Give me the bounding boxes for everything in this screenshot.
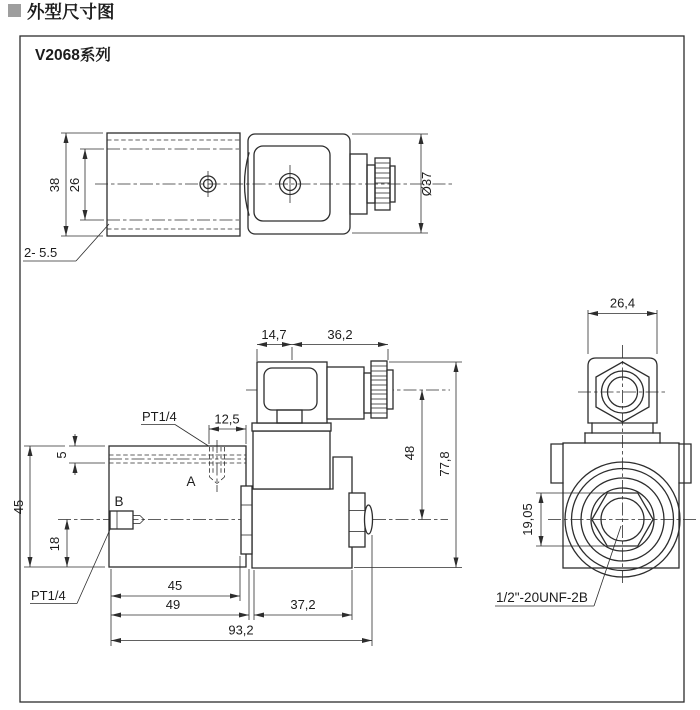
page-title: 外型尺寸图 xyxy=(27,2,115,22)
label-port-a: A xyxy=(186,474,196,489)
dim-93-2: 93,2 xyxy=(228,622,254,638)
din-connector xyxy=(257,361,393,423)
header xyxy=(8,2,115,22)
manifold-block xyxy=(109,446,246,567)
dim-18-group xyxy=(47,520,67,568)
label-pt14-top: PT1/4 xyxy=(142,409,177,424)
dim-26-4: 26,4 xyxy=(609,295,636,311)
side-view xyxy=(495,296,697,607)
right-hex-nut xyxy=(349,493,373,547)
dim-45-left: 45 xyxy=(11,499,26,515)
dim-26: 26 xyxy=(67,177,82,193)
dim-12-5: 12,5 xyxy=(214,411,240,427)
title-bullet-icon xyxy=(8,4,21,17)
left-hex-nut xyxy=(241,486,252,554)
cable-gland xyxy=(371,361,387,418)
dim-dia37: Ø37 xyxy=(419,171,434,197)
dim-38: 38 xyxy=(47,177,62,193)
dim-26-group xyxy=(67,149,104,220)
dim-19-05: 19,05 xyxy=(520,503,535,536)
dim-14-7: 14,7 xyxy=(261,327,287,342)
dim-37-2: 37,2 xyxy=(290,597,316,612)
dim-77-8: 77,8 xyxy=(437,451,452,477)
dim-5-group xyxy=(54,434,105,475)
port-a-thread-callout xyxy=(141,409,209,446)
label-pt14-bottom: PT1/4 xyxy=(31,588,66,603)
dim-48-group xyxy=(402,390,422,520)
dim-18: 18 xyxy=(47,536,62,552)
port-b xyxy=(110,494,144,529)
dim-45-bottom: 45 xyxy=(167,578,183,593)
dim-14-7-group xyxy=(257,327,292,361)
top-view-block xyxy=(107,133,240,236)
side-main-block xyxy=(551,443,691,577)
dim-49: 49 xyxy=(165,597,181,612)
dim-12-5-group xyxy=(209,412,246,445)
label-mount-holes: 2- 5.5 xyxy=(24,245,58,260)
front-view xyxy=(11,327,462,646)
cable-gland-ribs-top xyxy=(375,163,390,203)
top-view xyxy=(23,133,455,261)
port-a xyxy=(186,447,224,489)
label-thread-spec: 1/2"-20UNF-2B xyxy=(496,590,588,605)
label-port-b: B xyxy=(114,494,124,509)
din-connector-top xyxy=(254,146,330,221)
port-b-thread-callout xyxy=(30,530,110,604)
dim-5: 5 xyxy=(54,451,69,459)
solenoid-coil xyxy=(252,423,331,489)
dim-36-2-group xyxy=(292,327,388,360)
dim-36-2: 36,2 xyxy=(327,327,353,342)
series-label: V2068系列 xyxy=(35,47,111,64)
dim-48: 48 xyxy=(402,445,417,461)
dim-dia37-group xyxy=(352,134,434,233)
